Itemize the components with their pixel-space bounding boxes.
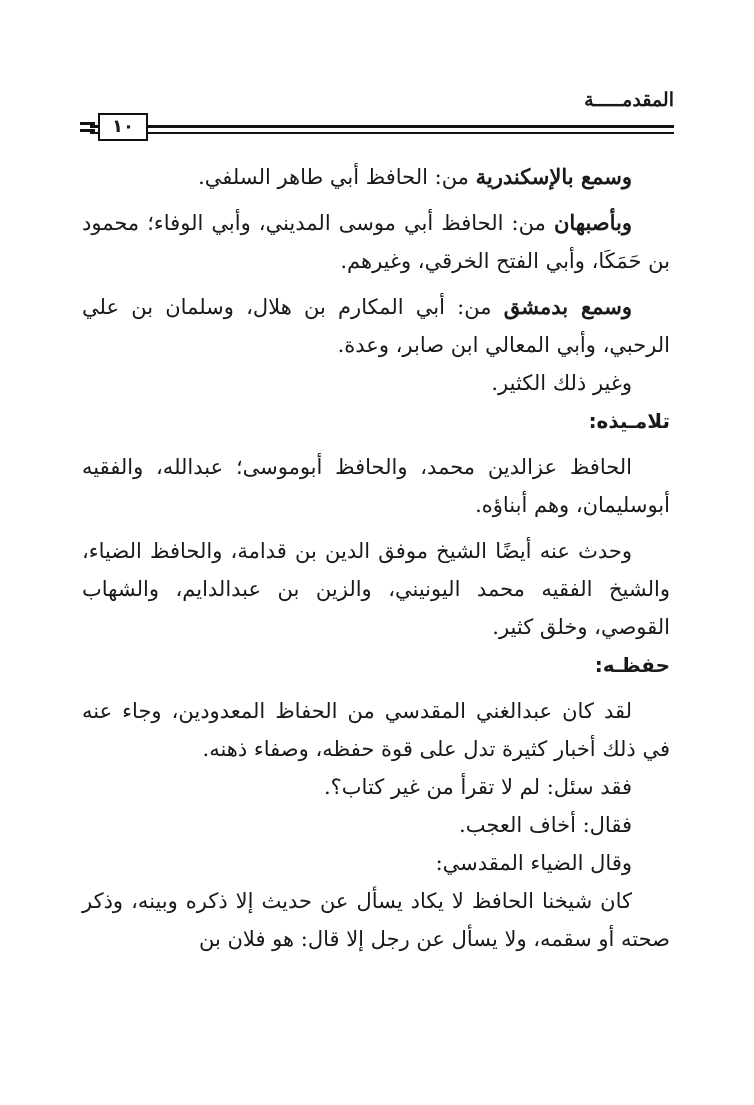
section-heading-memory: حفظـه: xyxy=(594,653,670,677)
paragraph-sons: الحافظ عزالدين محمد، والحافظ أبوموسى؛ عبدالله، والفقيه أبوسليمان، وهم أبناؤه. xyxy=(82,455,670,517)
paragraph-lead: وسمع بدمشق xyxy=(503,294,632,319)
paragraph-memory: لقد كان عبدالغني المقدسي من الحفاظ المعدودين، وجاء عنه في ذلك أخبار كثيرة تدل على قوة حفظه، وصفاء ذهنه. xyxy=(82,699,670,761)
paragraph-text: من: الحافظ أبي موسى المديني، وأبي الوفاء؛ محمود بن حَمَكَا، وأبي الفتح الخرقي، وغيرهم. xyxy=(82,211,670,273)
section-heading-students: تلامـيذه: xyxy=(588,409,670,433)
running-title: المقدمـــــة xyxy=(584,89,674,111)
paragraph-much-more: وغير ذلك الكثير. xyxy=(491,371,632,395)
paragraph-answer: فقال: أخاف العجب. xyxy=(459,813,632,837)
page-body xyxy=(82,158,670,958)
paragraph-text: من: الحافظ أبي طاهر السلفي. xyxy=(198,165,476,189)
paragraph-lead: وسمع بالإسكندرية xyxy=(475,164,632,189)
paragraph-text: من: أبي المكارم بن هلال، وسلمان بن علي الرحبي، وأبي المعالي ابن صابر، وعدة. xyxy=(82,295,670,357)
page-number-bar-top xyxy=(80,122,95,125)
header-rule-thin xyxy=(90,132,674,134)
paragraph-damascus xyxy=(82,288,670,364)
paragraph-question: فقد سئل: لم لا تقرأ من غير كتاب؟. xyxy=(323,775,632,799)
page-number: ١٠ xyxy=(98,113,148,141)
running-header xyxy=(80,88,674,137)
paragraph-lead: وبأصبهان xyxy=(553,210,632,235)
page-number-bar-bottom xyxy=(80,129,95,132)
paragraph-isfahan xyxy=(82,204,670,280)
paragraph-narrators: وحدث عنه أيضًا الشيخ موفق الدين بن قدامة، والحافظ الضياء، والشيخ الفقيه محمد اليونيني، والزين بن عبدالدايم، والشهاب القوصي، وخلق كثير. xyxy=(82,539,670,639)
paragraph-quote: كان شيخنا الحافظ لا يكاد يسأل عن حديث إلا ذكره وبينه، وذكر صحته أو سقمه، ولا يسأل عن رجل إلا قال: هو فلان بن xyxy=(82,889,670,951)
paragraph-diya-said: وقال الضياء المقدسي: xyxy=(435,851,632,875)
header-rule-thick xyxy=(90,125,674,128)
paragraph-alexandria xyxy=(82,158,670,196)
